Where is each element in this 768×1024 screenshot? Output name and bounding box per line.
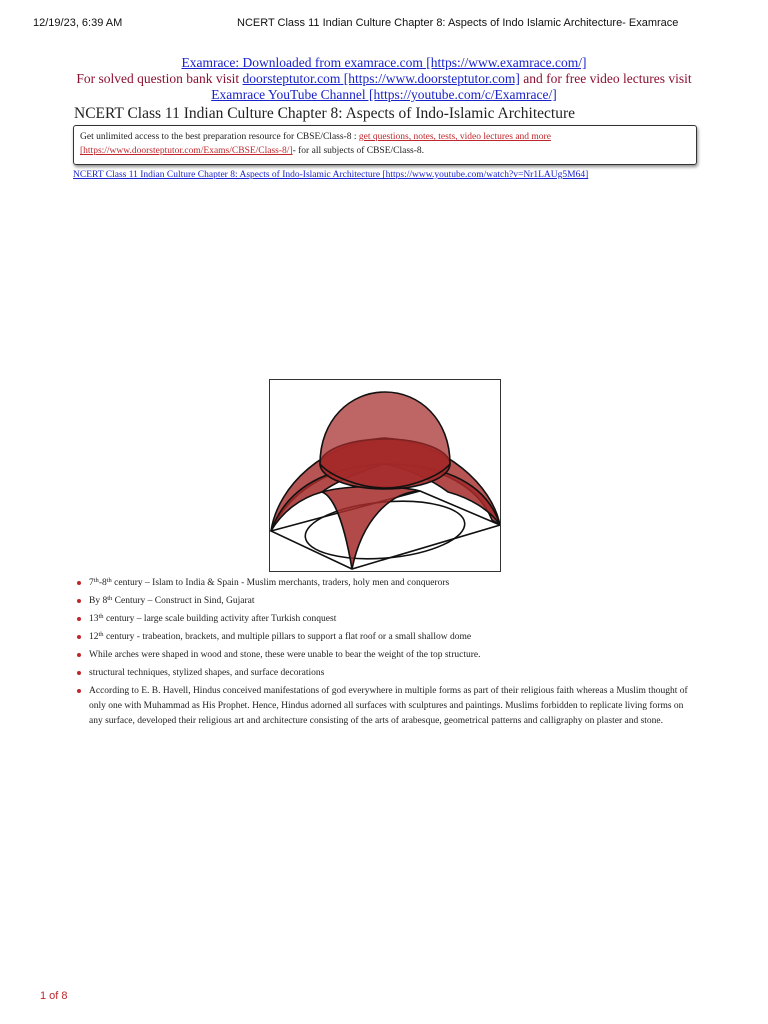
callout-prefix: Get unlimited access to the best preparation resource for CBSE/Class-8 : <box>80 132 359 142</box>
bullet-list <box>76 576 696 732</box>
hemisphere <box>320 392 450 488</box>
callout-link-url[interactable]: [https://www.doorsteptutor.com/Exams/CBSE/Class-8/] <box>80 146 293 156</box>
youtube-channel-link[interactable]: Examrace YouTube Channel [https://youtube.com/c/Examrace/] <box>211 87 557 102</box>
banner-line2-suffix: and for free video lectures visit <box>519 71 692 86</box>
callout-suffix: - for all subjects of CBSE/Class-8. <box>292 146 425 156</box>
list-item: 7th-8th century – Islam to India & Spain - Muslim merchants, traders, holy men and conquerors <box>76 576 696 591</box>
page-count: 1 of 8 <box>40 990 68 1002</box>
list-item: While arches were shaped in wood and stone, these were unable to bear the weight of the top structure. <box>76 648 696 663</box>
print-header <box>33 17 735 31</box>
list-item: According to E. B. Havell, Hindus conceived manifestations of god everywhere in multiple forms as part of their religious faith whereas a Muslim thought of only one with Muhammad as His Prophet. Hence, Hindus adorned all surfaces with sculptures and paintings. Muslims forbidden to replicate living forms on any surface, developed their religious art and architecture consisting of the arts of arabesque, geometrical patterns and calligraphy on plaster and stone. <box>76 684 696 729</box>
access-callout <box>73 125 697 165</box>
video-lecture-link[interactable]: NCERT Class 11 Indian Culture Chapter 8: Aspects of Indo-Islamic Architecture [https://www.youtube.com/watch?v=Nr1LAUg5M64] <box>73 170 589 180</box>
source-banner <box>60 55 708 103</box>
dome-diagram <box>269 379 501 572</box>
list-item: 13th century – large scale building activity after Turkish conquest <box>76 612 696 627</box>
examrace-link[interactable]: Examrace: Downloaded from examrace.com [https://www.examrace.com/] <box>181 55 587 70</box>
print-datetime: 12/19/23, 6:39 AM <box>33 17 123 29</box>
list-item: structural techniques, stylized shapes, and surface decorations <box>76 666 696 681</box>
document-title: NCERT Class 11 Indian Culture Chapter 8: Aspects of Indo-Islamic Architecture <box>74 105 575 122</box>
banner-line2-prefix: For solved question bank visit <box>76 71 243 86</box>
list-item: 12th century - trabeation, brackets, and multiple pillars to support a flat roof or a small shallow dome <box>76 630 696 645</box>
list-item: By 8th Century – Construct in Sind, Gujarat <box>76 594 696 609</box>
dome-diagram-svg <box>270 380 500 571</box>
callout-link-text[interactable]: get questions, notes, tests, video lectures and more <box>358 132 551 142</box>
print-page-title: NCERT Class 11 Indian Culture Chapter 8: Aspects of Indo Islamic Architecture- Examrace <box>237 17 679 29</box>
doorsteptutor-link[interactable]: doorsteptutor.com [https://www.doorsteptutor.com] <box>242 71 520 86</box>
